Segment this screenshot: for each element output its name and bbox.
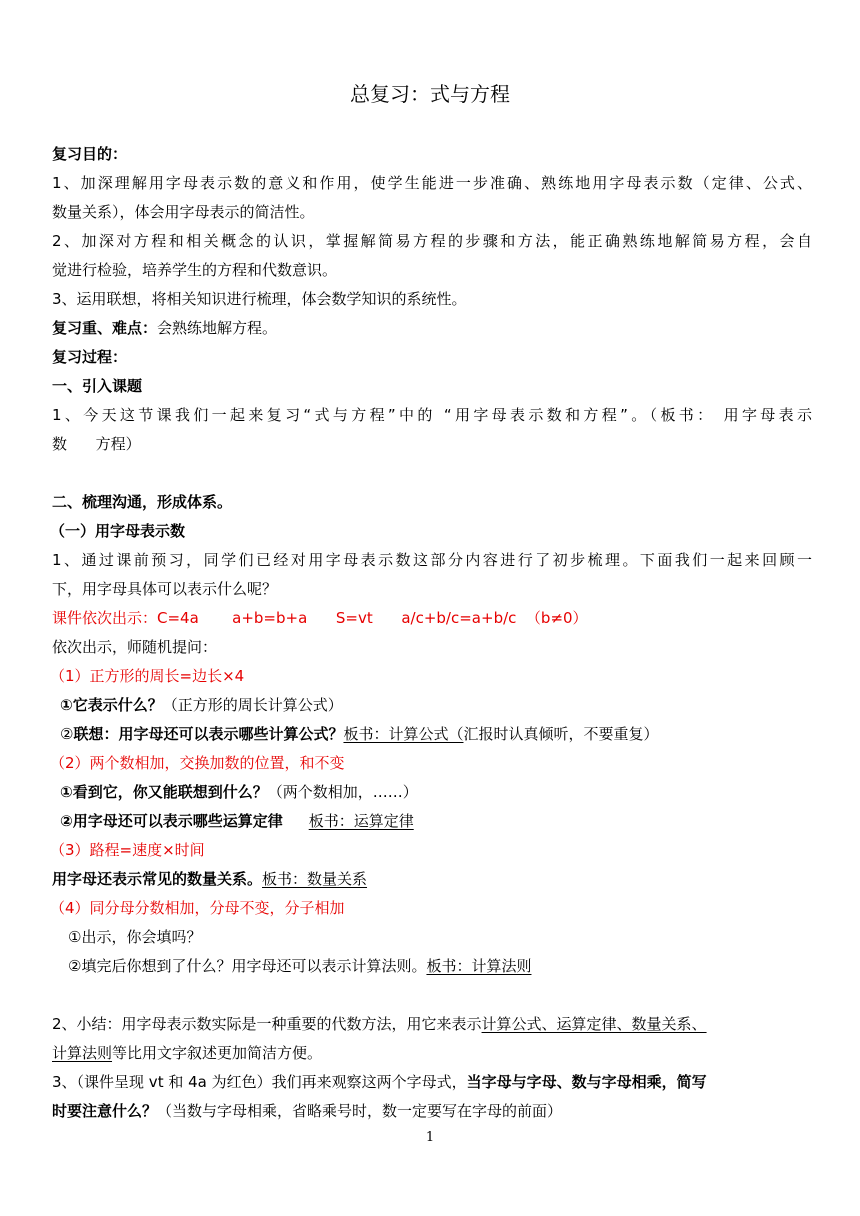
board-note-formulas: 板书：计算公式（ — [343, 725, 464, 743]
subsection-1-heading: （一）用字母表示数 — [50, 522, 186, 540]
page-number: 1 — [425, 1130, 435, 1145]
question-1a — [60, 694, 820, 716]
key-points-label: 复习重、难点： — [52, 319, 158, 337]
goal-1-line-1: 1、加深理解用字母表示数的意义和作用，使学生能进一步准确、熟练地用字母表示数（定律、公式、 — [52, 174, 812, 192]
question-2: （2）两个数相加，交换加数的位置，和不变 — [50, 754, 345, 772]
paragraph-3-text-2: （当数与字母相乘，省略乘号时，数一定要写在字母的前面） — [157, 1102, 563, 1120]
part-1-heading: 一、引入课题 — [52, 377, 143, 395]
question-2b — [60, 810, 820, 832]
courseware-formulas: 课件依次出示：C=4a a+b=b+a S=vt a/c+b/c=a+b/c （b≠0） — [52, 609, 588, 627]
page-title: 总复习：式与方程 — [350, 82, 510, 106]
goal-2-line-2: 觉进行检验，培养学生的方程和代数意识。 — [52, 261, 338, 279]
goals-heading: 复习目的： — [52, 145, 128, 163]
summary-text: 2、小结：用字母表示数实际是一种重要的代数方法，用它来表示 — [52, 1015, 482, 1033]
part-1-line-1: 1、今天这节课我们一起来复习“式与方程”中的 “用字母表示数和方程”。（板书： 用字母表示 — [52, 406, 812, 424]
question-4: （4）同分母分数相加，分母不变，分子相加 — [50, 899, 345, 917]
question-4b — [68, 955, 828, 977]
question-3a — [52, 868, 812, 890]
summary-line-2 — [52, 1042, 812, 1064]
question-1b — [60, 723, 820, 745]
paragraph-1-line-2: 下，用字母具体可以表示什么呢？ — [52, 580, 278, 598]
question-1a-bold: ①它表示什么？ — [60, 696, 163, 714]
paragraph-3-text: 3、（课件呈现 vt 和 4a 为红色）我们再来观察这两个字母式， — [52, 1073, 467, 1091]
summary-underlined-2: 计算法则 — [52, 1044, 113, 1062]
question-1b-bold: 联想：用字母还可以表示哪些计算公式？ — [73, 725, 344, 743]
goal-1-line-2: 数量关系），体会用字母表示的简洁性。 — [52, 203, 315, 221]
question-2a — [60, 781, 820, 803]
paragraph-3-line-1 — [52, 1071, 812, 1093]
question-2b-bold: ②用字母还可以表示哪些运算定律 — [60, 812, 283, 830]
key-points-text: 会熟练地解方程。 — [157, 319, 278, 337]
board-note-quantity-relations: 板书：数量关系 — [262, 870, 368, 888]
summary-line-1 — [52, 1013, 812, 1035]
part-2-heading: 二、梳理沟通，形成体系。 — [52, 493, 233, 511]
question-1a-text: （正方形的周长计算公式） — [162, 696, 343, 714]
show-and-ask: 依次出示，师随机提问： — [52, 638, 218, 656]
paragraph-1-line-1: 1、通过课前预习，同学们已经对用字母表示数这部分内容进行了初步梳理。下面我们一起来回顾一 — [52, 551, 812, 569]
question-1b-text: 汇报时认真倾听，不要重复） — [463, 725, 659, 743]
goal-3: 3、运用联想，将相关知识进行梳理，体会数学知识的系统性。 — [52, 290, 467, 308]
part-1-line-2: 数 方程） — [52, 435, 141, 453]
goal-2-line-1: 2、加深对方程和相关概念的认识，掌握解简易方程的步骤和方法，能正确熟练地解简易方程，会自 — [52, 232, 812, 250]
question-2a-text: （两个数相加，……） — [267, 783, 418, 801]
paragraph-3-line-2 — [52, 1100, 812, 1122]
question-2a-bold: ①看到它，你又能联想到什么？ — [60, 783, 268, 801]
question-4a: ①出示，你会填吗？ — [68, 928, 202, 946]
question-4b-text: ②填完后你想到了什么？用字母还可以表示计算法则。 — [68, 957, 427, 975]
board-note-laws: 板书：运算定律 — [308, 812, 414, 830]
board-note-rules: 板书：计算法则 — [426, 957, 532, 975]
summary-text-2: 等比用文字叙述更加简洁方便。 — [112, 1044, 323, 1062]
question-3a-bold: 用字母还表示常见的数量关系。 — [52, 870, 263, 888]
question-3: （3）路程=速度×时间 — [50, 841, 205, 859]
process-heading: 复习过程： — [52, 348, 128, 366]
question-1b-marker: ② — [60, 725, 74, 743]
key-points — [52, 317, 812, 339]
paragraph-3-bold-2: 时要注意什么？ — [52, 1102, 158, 1120]
paragraph-3-bold: 当字母与字母、数与字母相乘，简写 — [466, 1073, 707, 1091]
question-1: （1）正方形的周长=边长×4 — [50, 667, 245, 685]
summary-underlined: 计算公式、运算定律、数量关系、 — [481, 1015, 707, 1033]
